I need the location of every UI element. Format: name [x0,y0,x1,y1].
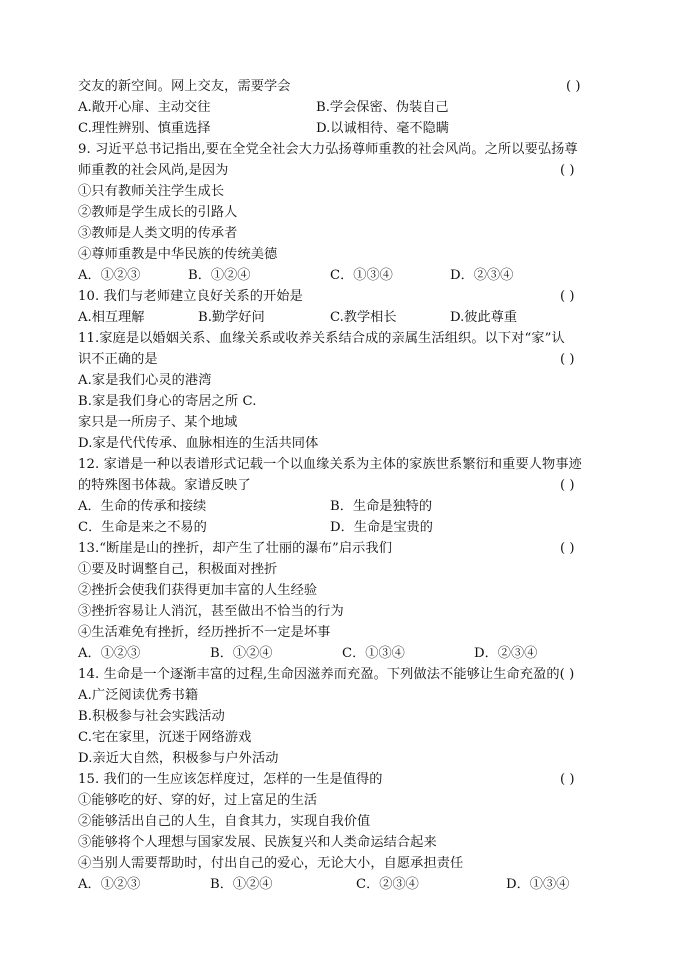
q13-answer-bracket: ( ) [560,541,575,556]
q10-answer-bracket: ( ) [560,289,575,304]
q13-option-d: D．②③④ [474,646,538,661]
q10-option-a: A.相互理解 [78,310,145,325]
q13-item-2: ②挫折会使我们获得更加丰富的人生经验 [78,583,318,598]
q14-option-c: C.宅在家里，沉迷于网络游戏 [78,730,252,745]
q9-option-c: C．①③④ [330,268,393,283]
q12-stem-line2: 的特殊图书体裁。家谱反映了 [78,478,251,493]
q11-option-c: 家只是一所房子、某个地域 [78,415,238,430]
q9-item-3: ③教师是人类文明的传承者 [78,226,238,241]
q10-stem: 10. 我们与老师建立良好关系的开始是 [78,289,303,304]
q8-stem: 交友的新空间。网上交友，需要学会 [78,79,291,94]
q15-stem: 15. 我们的一生应该怎样度过，怎样的一生是值得的 [78,772,383,787]
q8-option-d: D.以诚相待、毫不隐瞒 [316,121,449,136]
q14-option-b: B.积极参与社会实践活动 [78,709,225,724]
q9-item-1: ①只有教师关注学生成长 [78,184,225,199]
q9-option-a: A．①②③ [78,268,141,283]
q15-option-b: B．①②④ [210,877,273,892]
q9-answer-bracket: ( ) [560,163,575,178]
q8-option-a: A.敞开心扉、主动交往 [78,100,211,115]
q12-stem-line1: 12. 家谱是一种以表谱形式记载一个以血缘关系为主体的家族世系繁衍和重要人物事迹 [78,457,582,472]
q13-option-a: A．①②③ [78,646,141,661]
q15-item-1: ①能够吃的好、穿的好，过上富足的生活 [78,793,318,808]
q9-item-4: ④尊师重教是中华民族的传统美德 [78,247,278,262]
q9-stem-line1: 9. 习近平总书记指出,要在全党全社会大力弘扬尊师重教的社会风尚。之所以要弘扬尊 [78,142,578,157]
q11-stem-line1: 11.家庭是以婚姻关系、血缘关系或收养关系结合成的亲属生活组织。以下对“家”认 [78,331,565,346]
q13-stem: 13.“断崖是山的挫折，却产生了壮丽的瀑布”启示我们 [78,541,392,556]
q15-item-4: ④当别人需要帮助时，付出自己的爱心，无论大小，自愿承担责任 [78,856,464,871]
q12-option-d: D．生命是宝贵的 [330,520,433,535]
q15-option-d: D．①③④ [506,877,570,892]
q8-answer-bracket: ( ) [566,79,581,94]
q13-option-c: C．①③④ [342,646,405,661]
q12-answer-bracket: ( ) [560,478,575,493]
q11-stem-line2: 识不正确的是 [78,352,158,367]
q11-option-a: A.家是我们心灵的港湾 [78,373,212,388]
q10-option-c: C.教学相长 [330,310,397,325]
q15-item-2: ②能够活出自己的人生，自食其力，实现自我价值 [78,814,371,829]
q10-option-d: D.彼此尊重 [450,310,518,325]
q9-option-b: B．①②④ [188,268,251,283]
q12-option-a: A．生命的传承和接续 [78,499,207,514]
q9-item-2: ②教师是学生成长的引路人 [78,205,238,220]
q11-option-b: B.家是我们身心的寄居之所 C. [78,394,257,409]
q12-option-b: B．生命是独特的 [330,499,433,514]
q15-option-c: C．②③④ [356,877,419,892]
q9-stem-line2: 师重教的社会风尚,是因为 [78,163,229,178]
q9-option-d: D．②③④ [450,268,514,283]
q13-item-4: ④生活难免有挫折，经历挫折不一定是坏事 [78,625,331,640]
q13-option-b: B．①②④ [210,646,273,661]
q8-option-b: B.学会保密、伪装自己 [316,100,449,115]
q11-option-d: D.家是代代传承、血脉相连的生活共同体 [78,436,319,451]
q12-option-c: C．生命是来之不易的 [78,520,207,535]
q15-item-3: ③能够将个人理想与国家发展、民族复兴和人类命运结合起来 [78,835,437,850]
q14-stem: 14. 生命是一个逐渐丰富的过程,生命因滋养而充盈。下列做法不能够让生命充盈的( ) [78,667,575,682]
q10-option-b: B.勤学好问 [198,310,265,325]
q13-item-3: ③挫折容易让人消沉，甚至做出不恰当的行为 [78,604,344,619]
q13-item-1: ①要及时调整自己，积极面对挫折 [78,562,278,577]
q8-option-c: C.理性辨别、慎重选择 [78,121,211,136]
q15-option-a: A．①②③ [78,877,141,892]
q14-option-d: D.亲近大自然，积极参与户外活动 [78,751,279,766]
q15-answer-bracket: ( ) [560,772,575,787]
q11-answer-bracket: ( ) [560,352,575,367]
q14-option-a: A.广泛阅读优秀书籍 [78,688,199,703]
